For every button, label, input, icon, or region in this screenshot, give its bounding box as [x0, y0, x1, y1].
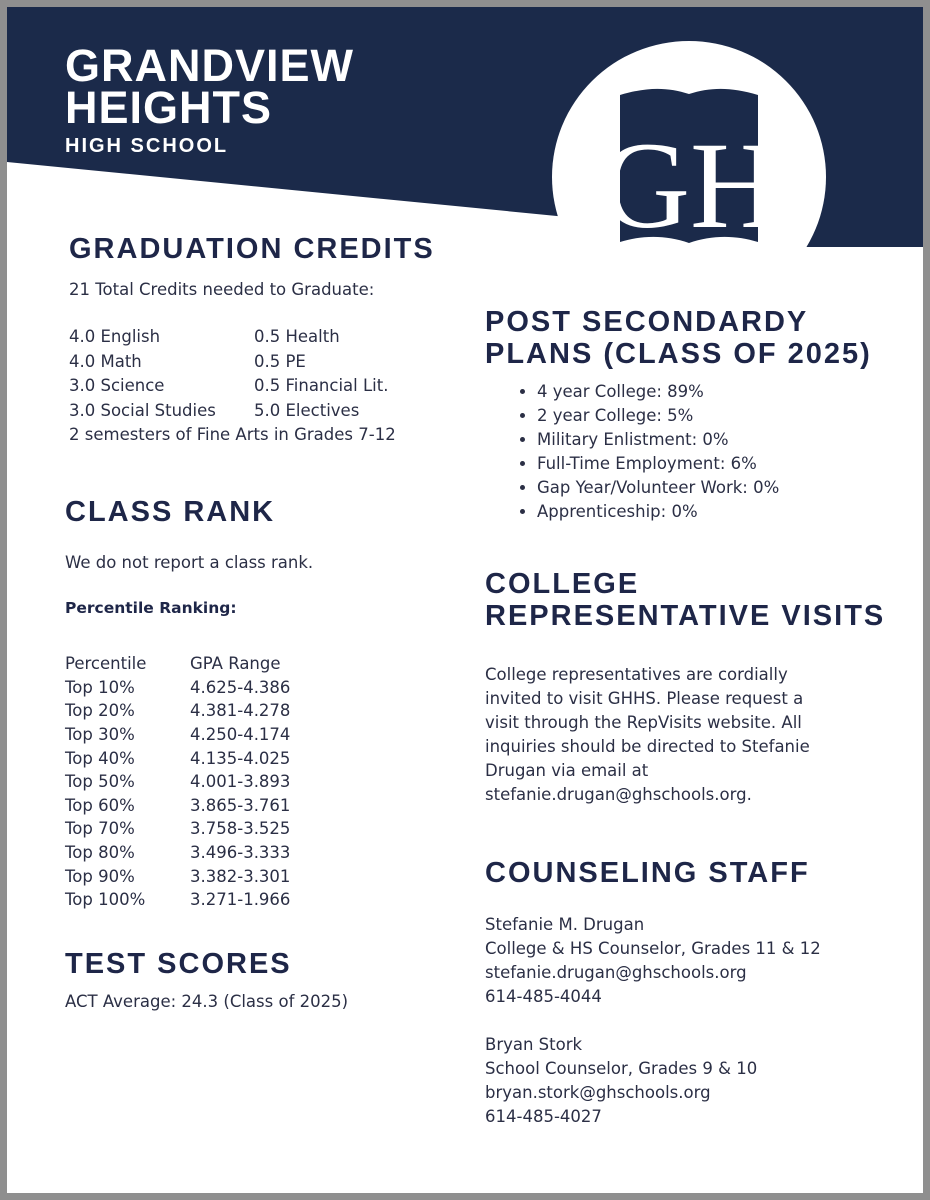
- gpa-cell: 3.271-1.966: [190, 890, 291, 910]
- post-secondary-title-line1: POST SECONDARDY: [485, 306, 809, 338]
- list-item: • 4 year College: 89%: [537, 380, 779, 404]
- counseling-staff-title: COUNSELING STAFF: [485, 857, 810, 889]
- list-item: • 2 year College: 5%: [537, 404, 779, 428]
- credit-left: 4.0 Math: [69, 351, 142, 371]
- staff-email: bryan.stork@ghschools.org: [485, 1083, 711, 1102]
- college-visits-text: [485, 663, 810, 807]
- text-line: Drugan via email at: [485, 761, 649, 780]
- college-visits-title-line1: COLLEGE: [485, 568, 640, 600]
- credit-right: 0.5 Financial Lit.: [254, 376, 389, 395]
- credit-right: 5.0 Electives: [254, 400, 360, 420]
- percentile-column-header: Percentile: [65, 654, 147, 674]
- credit-left: 3.0 Science: [69, 376, 165, 395]
- spacer: [485, 1009, 821, 1033]
- gpa-cell: 3.865-3.761: [190, 795, 291, 815]
- table-row: [65, 841, 290, 865]
- percentile-cell: Top 30%: [65, 725, 135, 745]
- staff-name: Stefanie M. Drugan: [485, 915, 645, 934]
- gpa-cell: 3.496-3.333: [190, 843, 291, 863]
- percentile-table: [65, 652, 290, 912]
- list-item: • Gap Year/Volunteer Work: 0%: [537, 476, 779, 500]
- percentile-cell: Top 90%: [65, 866, 135, 886]
- percentile-cell: Top 10%: [65, 677, 135, 697]
- percentile-cell: Top 60%: [65, 795, 135, 815]
- percentile-cell: Top 70%: [65, 819, 135, 839]
- credit-row: [69, 374, 396, 399]
- table-row: [65, 746, 290, 770]
- percentile-ranking-subtitle: Percentile Ranking:: [65, 599, 237, 617]
- text-line: College representatives are cordially: [485, 665, 788, 684]
- school-name-line2: HEIGHTS: [65, 82, 273, 133]
- staff-role: College & HS Counselor, Grades 11 & 12: [485, 939, 821, 958]
- post-secondary-title: [485, 306, 872, 370]
- credit-note: 2 semesters of Fine Arts in Grades 7-12: [69, 425, 396, 444]
- gpa-cell: 4.381-4.278: [190, 701, 291, 721]
- college-visits-title-line2: REPRESENTATIVE VISITS: [485, 600, 886, 632]
- school-name-line3: HIGH SCHOOL: [65, 135, 229, 157]
- gpa-cell: 4.135-4.025: [190, 748, 291, 768]
- gpa-column-header: GPA Range: [190, 654, 281, 674]
- credit-left: 4.0 English: [69, 327, 161, 346]
- percentile-cell: Top 80%: [65, 843, 135, 863]
- list-item: • Full-Time Employment: 6%: [537, 452, 779, 476]
- document-page: [7, 7, 923, 1193]
- graduation-intro: 21 Total Credits needed to Graduate:: [69, 280, 375, 299]
- school-name: [65, 40, 354, 161]
- text-line: inquiries should be directed to Stefanie: [485, 737, 810, 756]
- credit-row: [69, 399, 396, 424]
- credit-left: 3.0 Social Studies: [69, 400, 216, 420]
- percentile-cell: Top 100%: [65, 890, 146, 910]
- percentile-cell: Top 40%: [65, 748, 135, 768]
- table-row: [65, 817, 290, 841]
- counseling-staff-list: [485, 913, 821, 1129]
- credits-list: [69, 325, 396, 448]
- gpa-cell: 4.625-4.386: [190, 677, 291, 697]
- credit-right: 0.5 Health: [254, 327, 340, 346]
- staff-phone: 614-485-4044: [485, 987, 602, 1006]
- table-row: [65, 676, 290, 700]
- gpa-cell: 3.382-3.301: [190, 866, 291, 886]
- logo-monogram: GH: [600, 117, 780, 254]
- post-secondary-title-line2: PLANS (CLASS OF 2025): [485, 338, 872, 370]
- percentile-cell: Top 50%: [65, 772, 135, 792]
- gpa-cell: 4.250-4.174: [190, 725, 291, 745]
- list-item: • Apprenticeship: 0%: [537, 500, 779, 524]
- table-row: [65, 699, 290, 723]
- staff-name: Bryan Stork: [485, 1035, 583, 1054]
- percentile-header-row: [65, 652, 290, 676]
- text-line: visit through the RepVisits website. All: [485, 713, 802, 732]
- list-item: • Military Enlistment: 0%: [537, 428, 779, 452]
- school-name-line1: GRANDVIEW: [65, 40, 354, 91]
- staff-email: stefanie.drugan@ghschools.org: [485, 963, 747, 982]
- text-line: stefanie.drugan@ghschools.org.: [485, 785, 752, 804]
- test-scores-text: ACT Average: 24.3 (Class of 2025): [65, 992, 349, 1011]
- graduation-credits-title: GRADUATION CREDITS: [69, 233, 435, 265]
- credit-row: [69, 325, 396, 350]
- post-secondary-list: [485, 380, 779, 524]
- test-scores-title: TEST SCORES: [65, 948, 292, 980]
- text-line: invited to visit GHHS. Please request a: [485, 689, 804, 708]
- staff-role: School Counselor, Grades 9 & 10: [485, 1059, 758, 1078]
- gpa-cell: 4.001-3.893: [190, 772, 291, 792]
- credit-right: 0.5 PE: [254, 351, 306, 371]
- school-logo-emblem: [552, 37, 827, 262]
- college-visits-title: [485, 568, 885, 632]
- percentile-cell: Top 20%: [65, 701, 135, 721]
- staff-phone: 614-485-4027: [485, 1107, 602, 1126]
- class-rank-title: CLASS RANK: [65, 496, 276, 528]
- table-row: [65, 888, 290, 912]
- table-row: [65, 723, 290, 747]
- class-rank-text: We do not report a class rank.: [65, 553, 314, 572]
- table-row: [65, 770, 290, 794]
- gpa-cell: 3.758-3.525: [190, 819, 291, 839]
- credit-row: [69, 350, 396, 375]
- table-row: [65, 864, 290, 888]
- table-row: [65, 794, 290, 818]
